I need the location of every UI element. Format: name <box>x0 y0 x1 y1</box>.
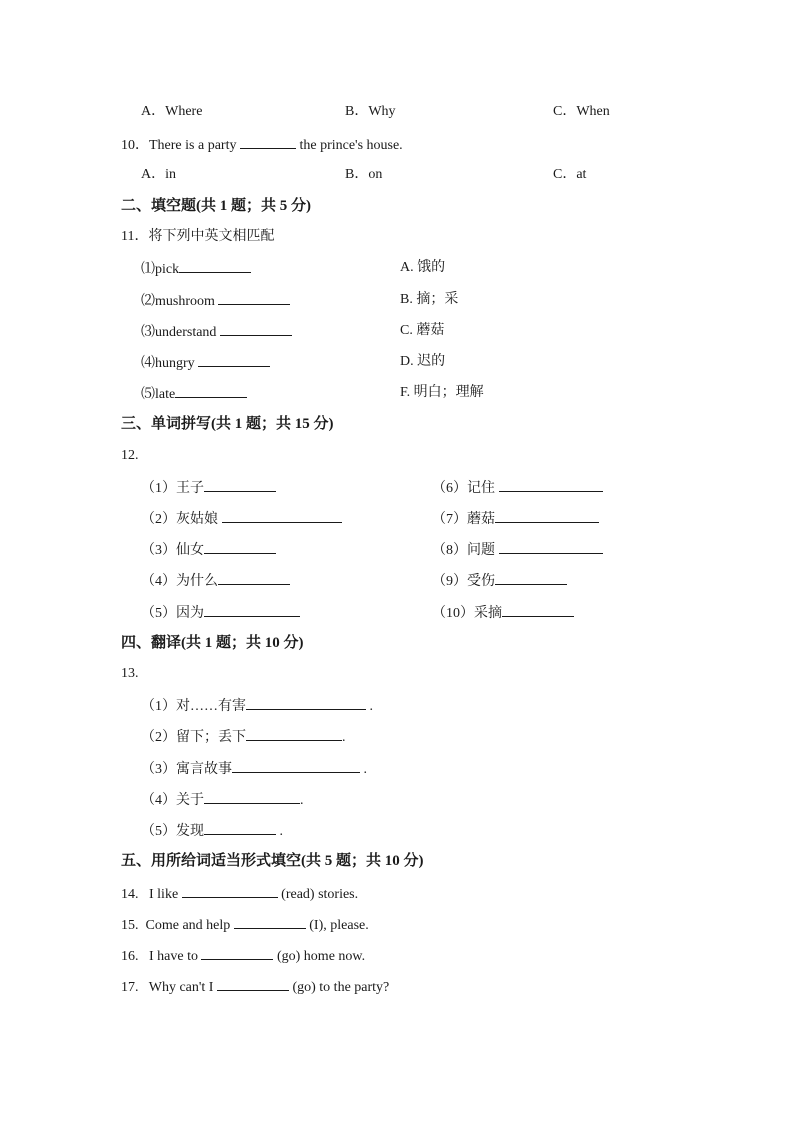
match-item-left <box>141 291 290 311</box>
spelling-prompt: （5）因为 <box>141 606 204 621</box>
question-16 <box>121 946 365 966</box>
spelling-prompt: （3）仙女 <box>141 543 204 558</box>
match-item-right: A. 饿的 <box>400 260 446 275</box>
match-item-right: C. 蘑菇 <box>400 323 445 338</box>
translation-prompt: （2）留下；丢下 <box>141 730 246 745</box>
spelling-prompt: （9）受伤 <box>432 574 495 589</box>
punctuation: . <box>276 824 283 839</box>
translation-prompt: （4）关于 <box>141 793 204 808</box>
question-10 <box>121 135 403 155</box>
match-item-left <box>141 322 292 342</box>
spelling-item <box>141 571 290 591</box>
answer-blank <box>182 884 278 898</box>
translation-prompt: （3）寓言故事 <box>141 762 232 777</box>
match-item-left <box>141 353 270 373</box>
question-11: 11．将下列中英文相匹配 <box>121 229 275 244</box>
translation-item <box>141 821 283 841</box>
answer-blank <box>495 571 567 585</box>
answer-blank <box>222 509 342 523</box>
question-14 <box>121 884 358 904</box>
match-item-left <box>141 384 247 404</box>
answer-blank <box>179 259 251 273</box>
question-13: 13. <box>121 666 139 681</box>
match-word: ⑵mushroom <box>141 294 219 309</box>
question-text: 10．There is a party <box>121 138 240 153</box>
spelling-item <box>141 478 276 498</box>
answer-blank <box>204 540 276 554</box>
answer-blank <box>246 727 342 741</box>
question-12: 12. <box>121 448 139 463</box>
section-2-heading: 二、填空题(共 1 题；共 5 分) <box>121 198 311 214</box>
match-word: ⑷hungry <box>141 356 199 371</box>
match-word: ⑴pick <box>141 262 180 277</box>
spelling-item <box>432 509 599 529</box>
answer-blank <box>232 759 360 773</box>
punctuation: . <box>360 762 367 777</box>
answer-blank <box>175 384 247 398</box>
match-item-right: B. 摘；采 <box>400 292 459 307</box>
translation-prompt: （5）发现 <box>141 824 204 839</box>
spelling-prompt: （1）王子 <box>141 481 204 496</box>
spelling-item <box>432 540 603 560</box>
spelling-prompt: （6）记住 <box>432 481 499 496</box>
answer-blank <box>220 322 292 336</box>
spelling-prompt: （7）蘑菇 <box>432 512 495 527</box>
answer-blank <box>499 540 603 554</box>
q9-option-a: A．Where <box>141 104 203 119</box>
section-5-heading: 五、用所给词适当形式填空(共 5 题；共 10 分) <box>121 853 424 869</box>
translation-prompt: （1）对……有害 <box>141 699 246 714</box>
q10-option-b: B．on <box>345 167 383 182</box>
answer-blank <box>217 977 289 991</box>
spelling-prompt: （4）为什么 <box>141 574 218 589</box>
q9-option-c: C．When <box>553 104 610 119</box>
spelling-item <box>141 540 276 560</box>
answer-blank <box>204 790 300 804</box>
question-text: the prince's house. <box>295 138 403 153</box>
answer-blank <box>495 509 599 523</box>
question-17 <box>121 977 389 997</box>
punctuation: . <box>300 793 304 808</box>
spelling-prompt: （2）灰姑娘 <box>141 512 222 527</box>
q10-option-a: A．in <box>141 167 176 182</box>
answer-blank <box>204 478 276 492</box>
match-item-left <box>141 259 251 279</box>
match-word: ⑶understand <box>141 325 220 340</box>
question-text: 14. I like <box>121 887 182 902</box>
spelling-prompt: （10）采摘 <box>432 606 502 621</box>
spelling-item <box>432 478 603 498</box>
spelling-item <box>432 571 567 591</box>
question-text: 17. Why can't I <box>121 980 217 995</box>
answer-blank <box>218 571 290 585</box>
translation-item <box>141 790 304 810</box>
question-text: (I), please. <box>305 918 369 933</box>
translation-item <box>141 727 346 747</box>
match-word: ⑸late <box>141 387 176 402</box>
answer-blank <box>204 603 300 617</box>
answer-blank <box>198 353 270 367</box>
answer-blank <box>201 946 273 960</box>
question-text: 15. Come and help <box>121 918 234 933</box>
spelling-item <box>141 509 342 529</box>
answer-blank <box>246 696 366 710</box>
answer-blank <box>240 135 296 149</box>
question-text: 16. I have to <box>121 949 202 964</box>
match-item-right: F. 明白；理解 <box>400 385 484 400</box>
answer-blank <box>499 478 603 492</box>
spelling-item <box>141 603 300 623</box>
spelling-prompt: （8）问题 <box>432 543 499 558</box>
q10-option-c: C．at <box>553 167 587 182</box>
translation-item <box>141 759 367 779</box>
answer-blank <box>218 291 290 305</box>
question-text: (go) home now. <box>273 949 366 964</box>
answer-blank <box>234 915 306 929</box>
section-3-heading: 三、单词拼写(共 1 题；共 15 分) <box>121 416 334 432</box>
question-text: (go) to the party? <box>288 980 390 995</box>
translation-item <box>141 696 373 716</box>
question-text: (read) stories. <box>277 887 359 902</box>
punctuation: . <box>366 699 373 714</box>
spelling-item <box>432 603 574 623</box>
answer-blank <box>502 603 574 617</box>
punctuation: . <box>342 730 346 745</box>
q9-option-b: B．Why <box>345 104 396 119</box>
section-4-heading: 四、翻译(共 1 题；共 10 分) <box>121 635 304 651</box>
answer-blank <box>204 821 276 835</box>
question-15 <box>121 915 369 935</box>
match-item-right: D. 迟的 <box>400 354 446 369</box>
